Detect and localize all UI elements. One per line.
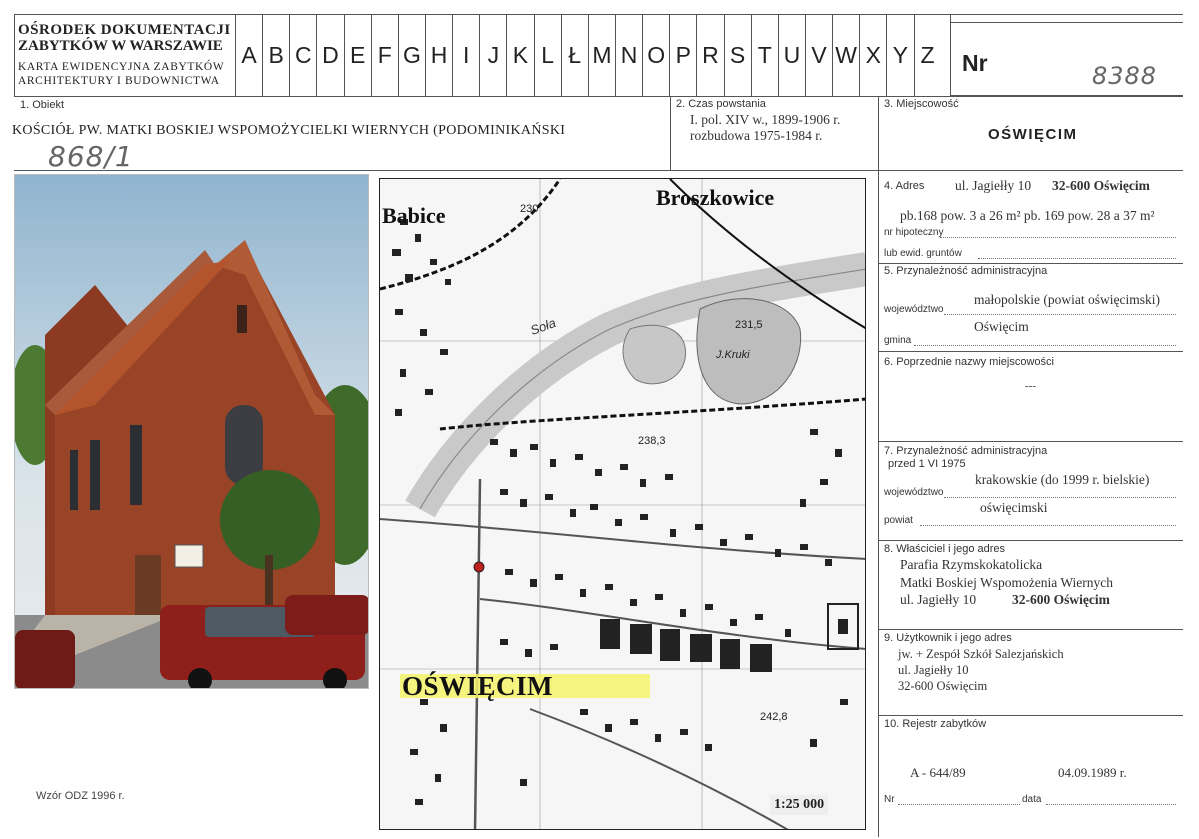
object-handwritten-number: 868/1 (48, 140, 134, 173)
owner-label: 8. Właściciel i jego adres (884, 543, 1006, 555)
owner-line2: Matki Boskiej Wspomożenia Wiernych (900, 575, 1114, 590)
admin-gmina: Oświęcim (974, 319, 1029, 334)
card-line1: KARTA EWIDENCYJNA ZABYTKÓW (18, 61, 225, 73)
period-line2: rozbudowa 1975-1984 r. (690, 128, 823, 143)
institution-line1: OŚRODEK DOKUMENTACJI (18, 22, 231, 38)
owner-line3a: ul. Jagiełły 10 (900, 592, 977, 607)
land-register-label: lub ewid. gruntów (884, 248, 962, 259)
prev-names-value: --- (1025, 380, 1036, 392)
location-map (379, 178, 866, 830)
alphabet-letter: C (289, 14, 316, 96)
alphabet-letter: D (316, 14, 343, 96)
prev-names-label: 6. Poprzednie nazwy miejscowości (884, 356, 1054, 368)
alphabet-letter: A (235, 14, 262, 96)
alphabet-letter: G (398, 14, 425, 96)
locality-value: OŚWIĘCIM (988, 126, 1078, 143)
alphabet-letter: H (425, 14, 452, 96)
voivodeship-1975-label: województwo (884, 487, 944, 498)
voivodeship-label: województwo (884, 304, 944, 315)
map-label-broszkowice: Broszkowice (656, 185, 775, 210)
alphabet-letter: Z (914, 14, 941, 96)
user-line1: jw. + Zespół Szkół Salezjańskich (898, 647, 1064, 661)
template-note: Wzór ODZ 1996 r. (36, 790, 125, 802)
church-photo (14, 174, 369, 689)
map-height-2: 231,5 (735, 319, 763, 331)
map-label-river: Soła (528, 315, 558, 338)
user-line2: ul. Jagiełły 10 (898, 663, 969, 677)
alphabet-letter: L (534, 14, 561, 96)
alphabet-letter: F (371, 14, 398, 96)
locality-label: 3. Miejscowość (884, 98, 959, 110)
alphabet-letter: W (832, 14, 859, 96)
admin-1975-voivodeship: krakowskie (do 1999 r. bielskie) (975, 472, 1150, 487)
user-line3: 32-600 Oświęcim (898, 679, 988, 693)
admin-1975-label: 7. Przynależność administracyjna (884, 445, 1048, 457)
admin-label: 5. Przynależność administracyjna (884, 265, 1048, 277)
alphabet-letter: X (859, 14, 886, 96)
register-date-label: data (1022, 794, 1042, 805)
alphabet-letter: O (642, 14, 669, 96)
institution-name (18, 22, 233, 54)
card-type (18, 60, 233, 88)
alphabet-letter: R (696, 14, 723, 96)
period-line1: I. pol. XIV w., 1899-1906 r. (690, 112, 841, 127)
register-date: 04.09.1989 r. (1058, 765, 1127, 780)
map-scale: 1:25 000 (770, 795, 828, 815)
alphabet-letter: V (805, 14, 832, 96)
nr-label: Nr (962, 50, 988, 76)
map-height-3: 238,3 (638, 435, 666, 447)
alphabet-letter: N (615, 14, 642, 96)
alphabet-letter: M (588, 14, 615, 96)
period-label: 2. Czas powstania (676, 98, 766, 110)
card-line2: ARCHITEKTURY I BUDOWNICTWA (18, 75, 220, 87)
admin-1975-powiat: oświęcimski (980, 500, 1048, 515)
alphabet-letter: K (506, 14, 533, 96)
alphabet-letter: Y (886, 14, 913, 96)
alphabet-letter: I (452, 14, 479, 96)
register-nr-label: Nr (884, 794, 895, 805)
alphabet-letter: Ł (561, 14, 588, 96)
card-number: 8388 (1092, 62, 1158, 90)
map-label-lake: J.Kruki (716, 349, 750, 361)
admin-1975-sublabel: przed 1 VI 1975 (888, 458, 966, 470)
map-height-1: 230 (520, 203, 539, 215)
map-label-babice: Babice (382, 203, 446, 228)
alphabet-letter: U (778, 14, 805, 96)
alphabet-letter: S (724, 14, 751, 96)
address-parcel: pb.168 pow. 3 a 26 m² pb. 169 pow. 28 a 37 m² (900, 208, 1155, 223)
map-label-oswiecim: OŚWIĘCIM (402, 671, 554, 701)
object-label: 1. Obiekt (20, 99, 65, 111)
alphabet-letter: B (262, 14, 289, 96)
alphabet-index (235, 14, 941, 96)
address-postal: 32-600 Oświęcim (1052, 178, 1150, 193)
alphabet-letter: E (344, 14, 371, 96)
map-height-4: 242,8 (760, 711, 788, 723)
address-street: ul. Jagiełły 10 (955, 178, 1032, 193)
object-name: KOŚCIÓŁ PW. MATKI BOSKIEJ WSPOMOŻYCIELKI WIERNYCH (PODOMINIKAŃSKI (12, 123, 566, 138)
user-label: 9. Użytkownik i jego adres (884, 632, 1012, 644)
institution-line2: ZABYTKÓW W WARSZAWIE (18, 38, 223, 54)
register-number: A - 644/89 (910, 765, 966, 780)
powiat-label: powiat (884, 515, 913, 526)
gmina-label: gmina (884, 335, 912, 346)
alphabet-letter: P (669, 14, 696, 96)
hypothec-label: nr hipoteczny (884, 227, 944, 238)
owner-line3b: 32-600 Oświęcim (1012, 592, 1110, 607)
register-label: 10. Rejestr zabytków (884, 718, 987, 730)
alphabet-letter: J (479, 14, 506, 96)
address-label: 4. Adres (884, 180, 925, 192)
owner-line1: Parafia Rzymskokatolicka (900, 557, 1043, 572)
alphabet-letter: T (751, 14, 778, 96)
admin-voivodeship: małopolskie (powiat oświęcimski) (974, 292, 1160, 307)
